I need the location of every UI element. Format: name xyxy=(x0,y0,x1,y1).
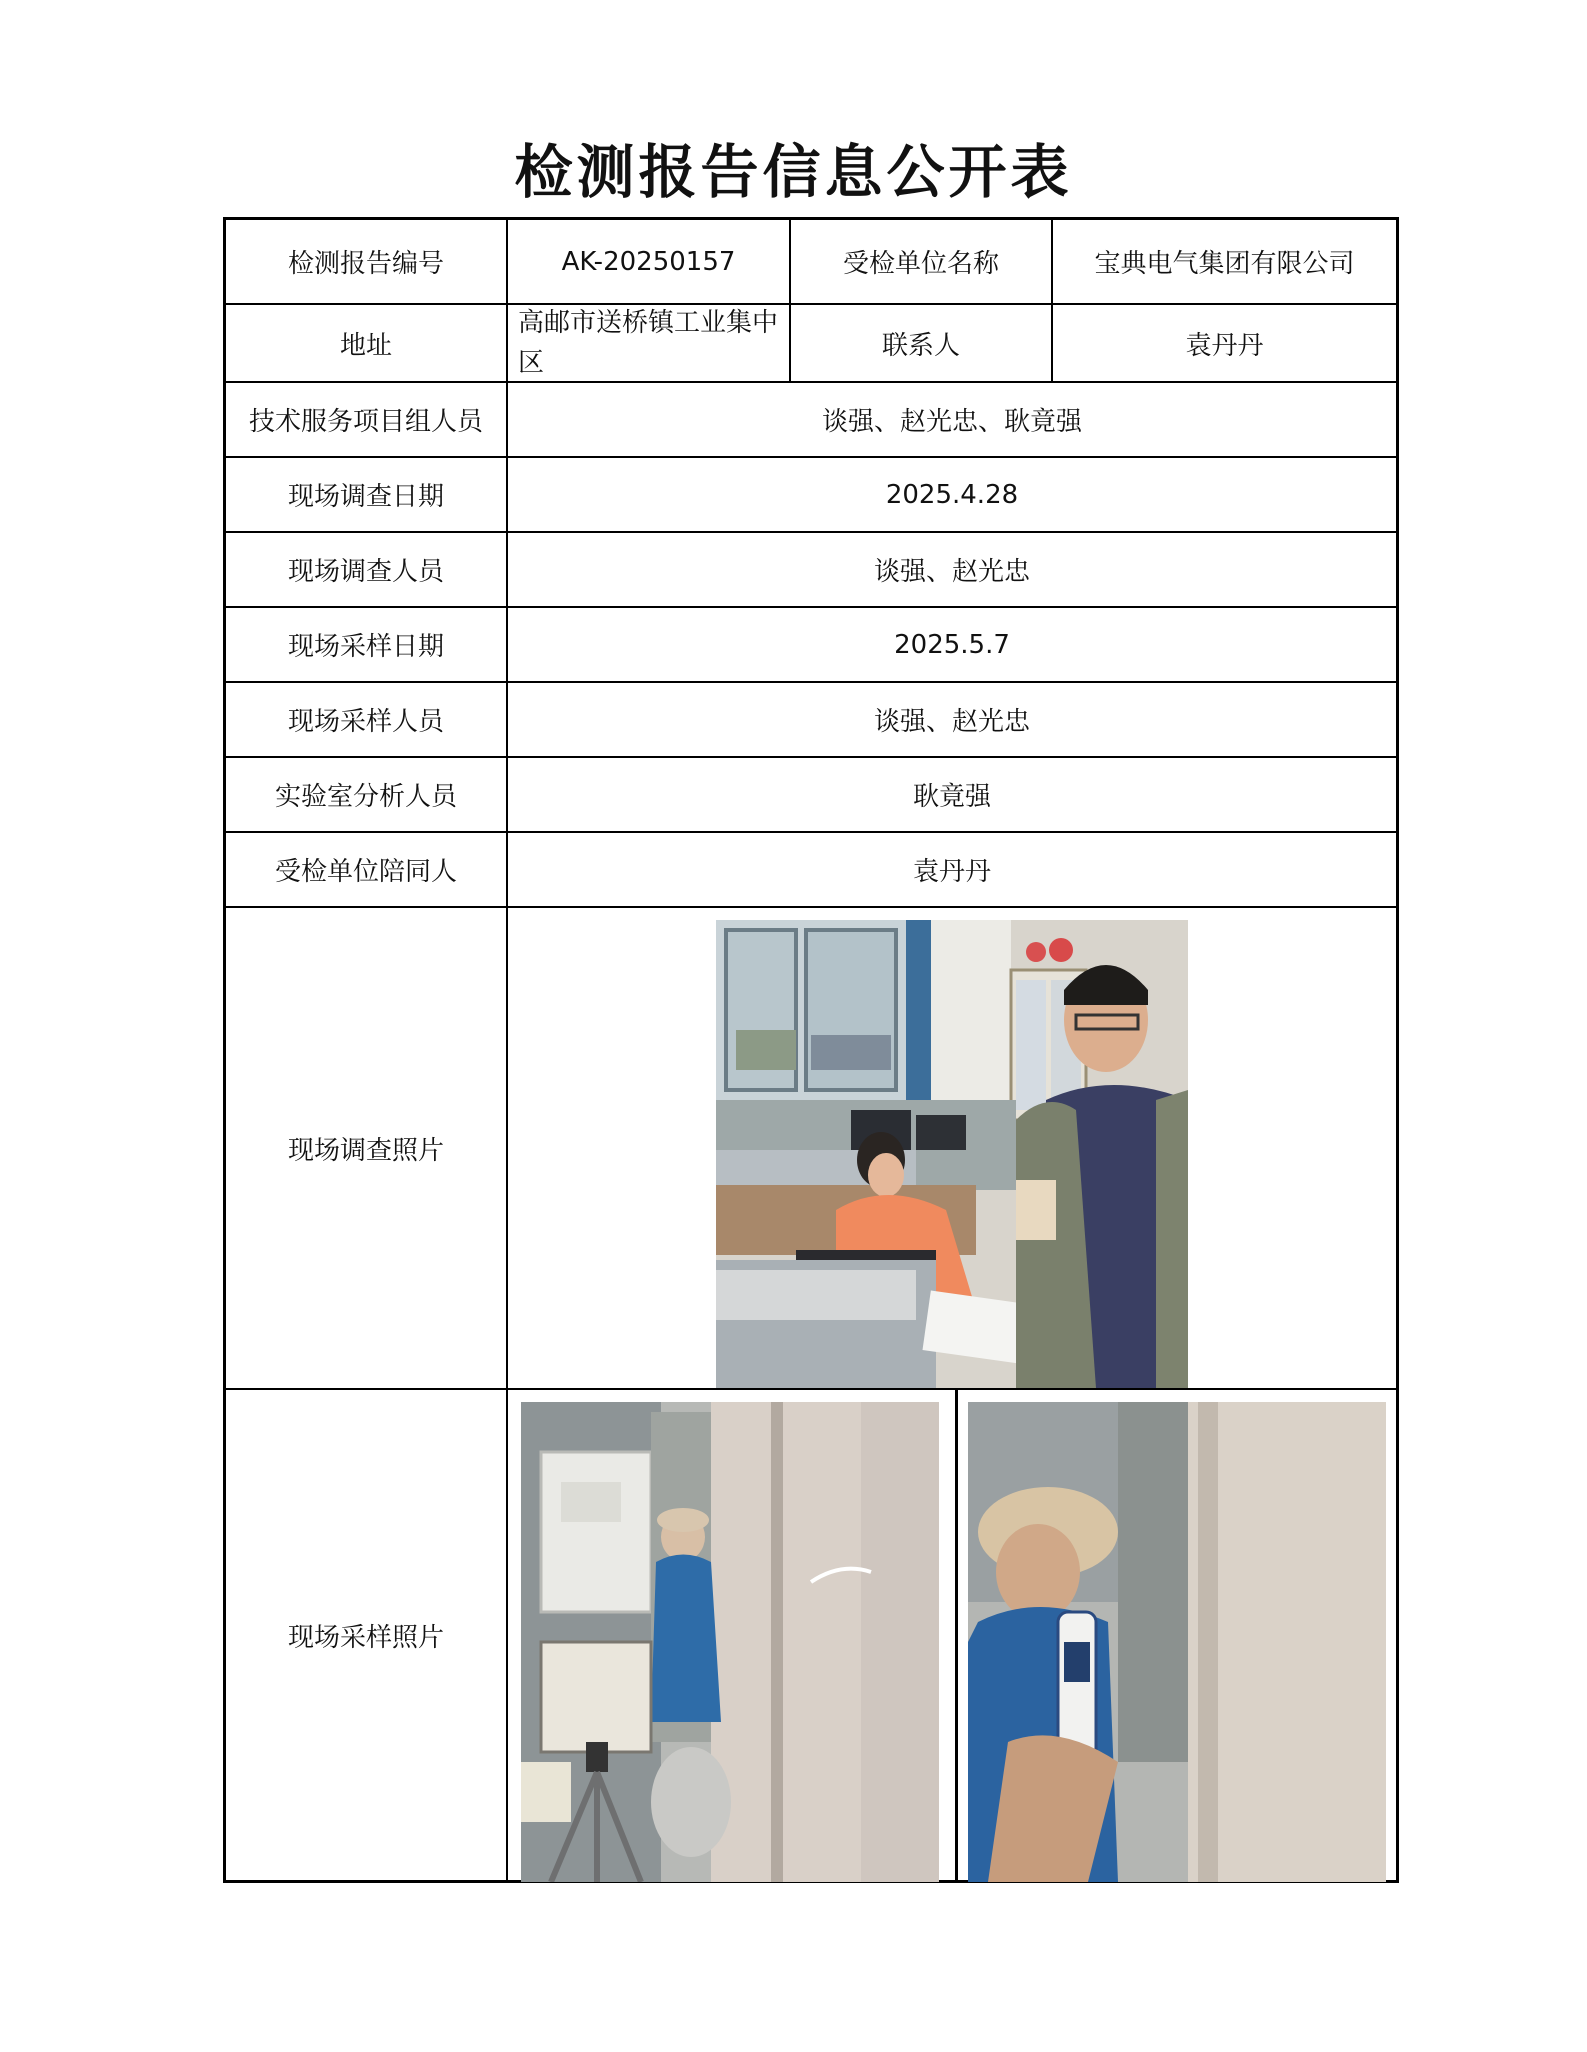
row-label: 现场调查人员 xyxy=(226,533,508,608)
address-value: 高邮市送桥镇工业集中区 xyxy=(508,305,791,383)
row-label: 现场采样人员 xyxy=(226,683,508,758)
report-no-value: AK-20250157 xyxy=(508,220,791,305)
survey-photo xyxy=(716,920,1188,1388)
row-value: 2025.4.28 xyxy=(508,458,1396,533)
row-value: 耿竟强 xyxy=(508,758,1396,833)
row-label: 现场调查日期 xyxy=(226,458,508,533)
row-value: 2025.5.7 xyxy=(508,608,1396,683)
report-no-label: 检测报告编号 xyxy=(226,220,508,305)
row-label: 受检单位陪同人 xyxy=(226,833,508,908)
sampling-photo-1 xyxy=(521,1402,939,1882)
row-label: 技术服务项目组人员 xyxy=(226,383,508,458)
photo-divider xyxy=(955,1390,958,1880)
sampling-photo-2 xyxy=(968,1402,1386,1882)
sampling-photo-label: 现场采样照片 xyxy=(226,1390,508,1880)
row-label: 现场采样日期 xyxy=(226,608,508,683)
page-title: 检测报告信息公开表 xyxy=(514,138,1073,206)
unit-name-value: 宝典电气集团有限公司 xyxy=(1053,220,1396,305)
survey-photo-label: 现场调查照片 xyxy=(226,908,508,1390)
contact-value: 袁丹丹 xyxy=(1053,305,1396,383)
row-value: 谈强、赵光忠、耿竟强 xyxy=(508,383,1396,458)
unit-name-label: 受检单位名称 xyxy=(791,220,1053,305)
row-value: 谈强、赵光忠 xyxy=(508,683,1396,758)
row-label: 实验室分析人员 xyxy=(226,758,508,833)
address-label: 地址 xyxy=(226,305,508,383)
row-value: 袁丹丹 xyxy=(508,833,1396,908)
contact-label: 联系人 xyxy=(791,305,1053,383)
row-value: 谈强、赵光忠 xyxy=(508,533,1396,608)
